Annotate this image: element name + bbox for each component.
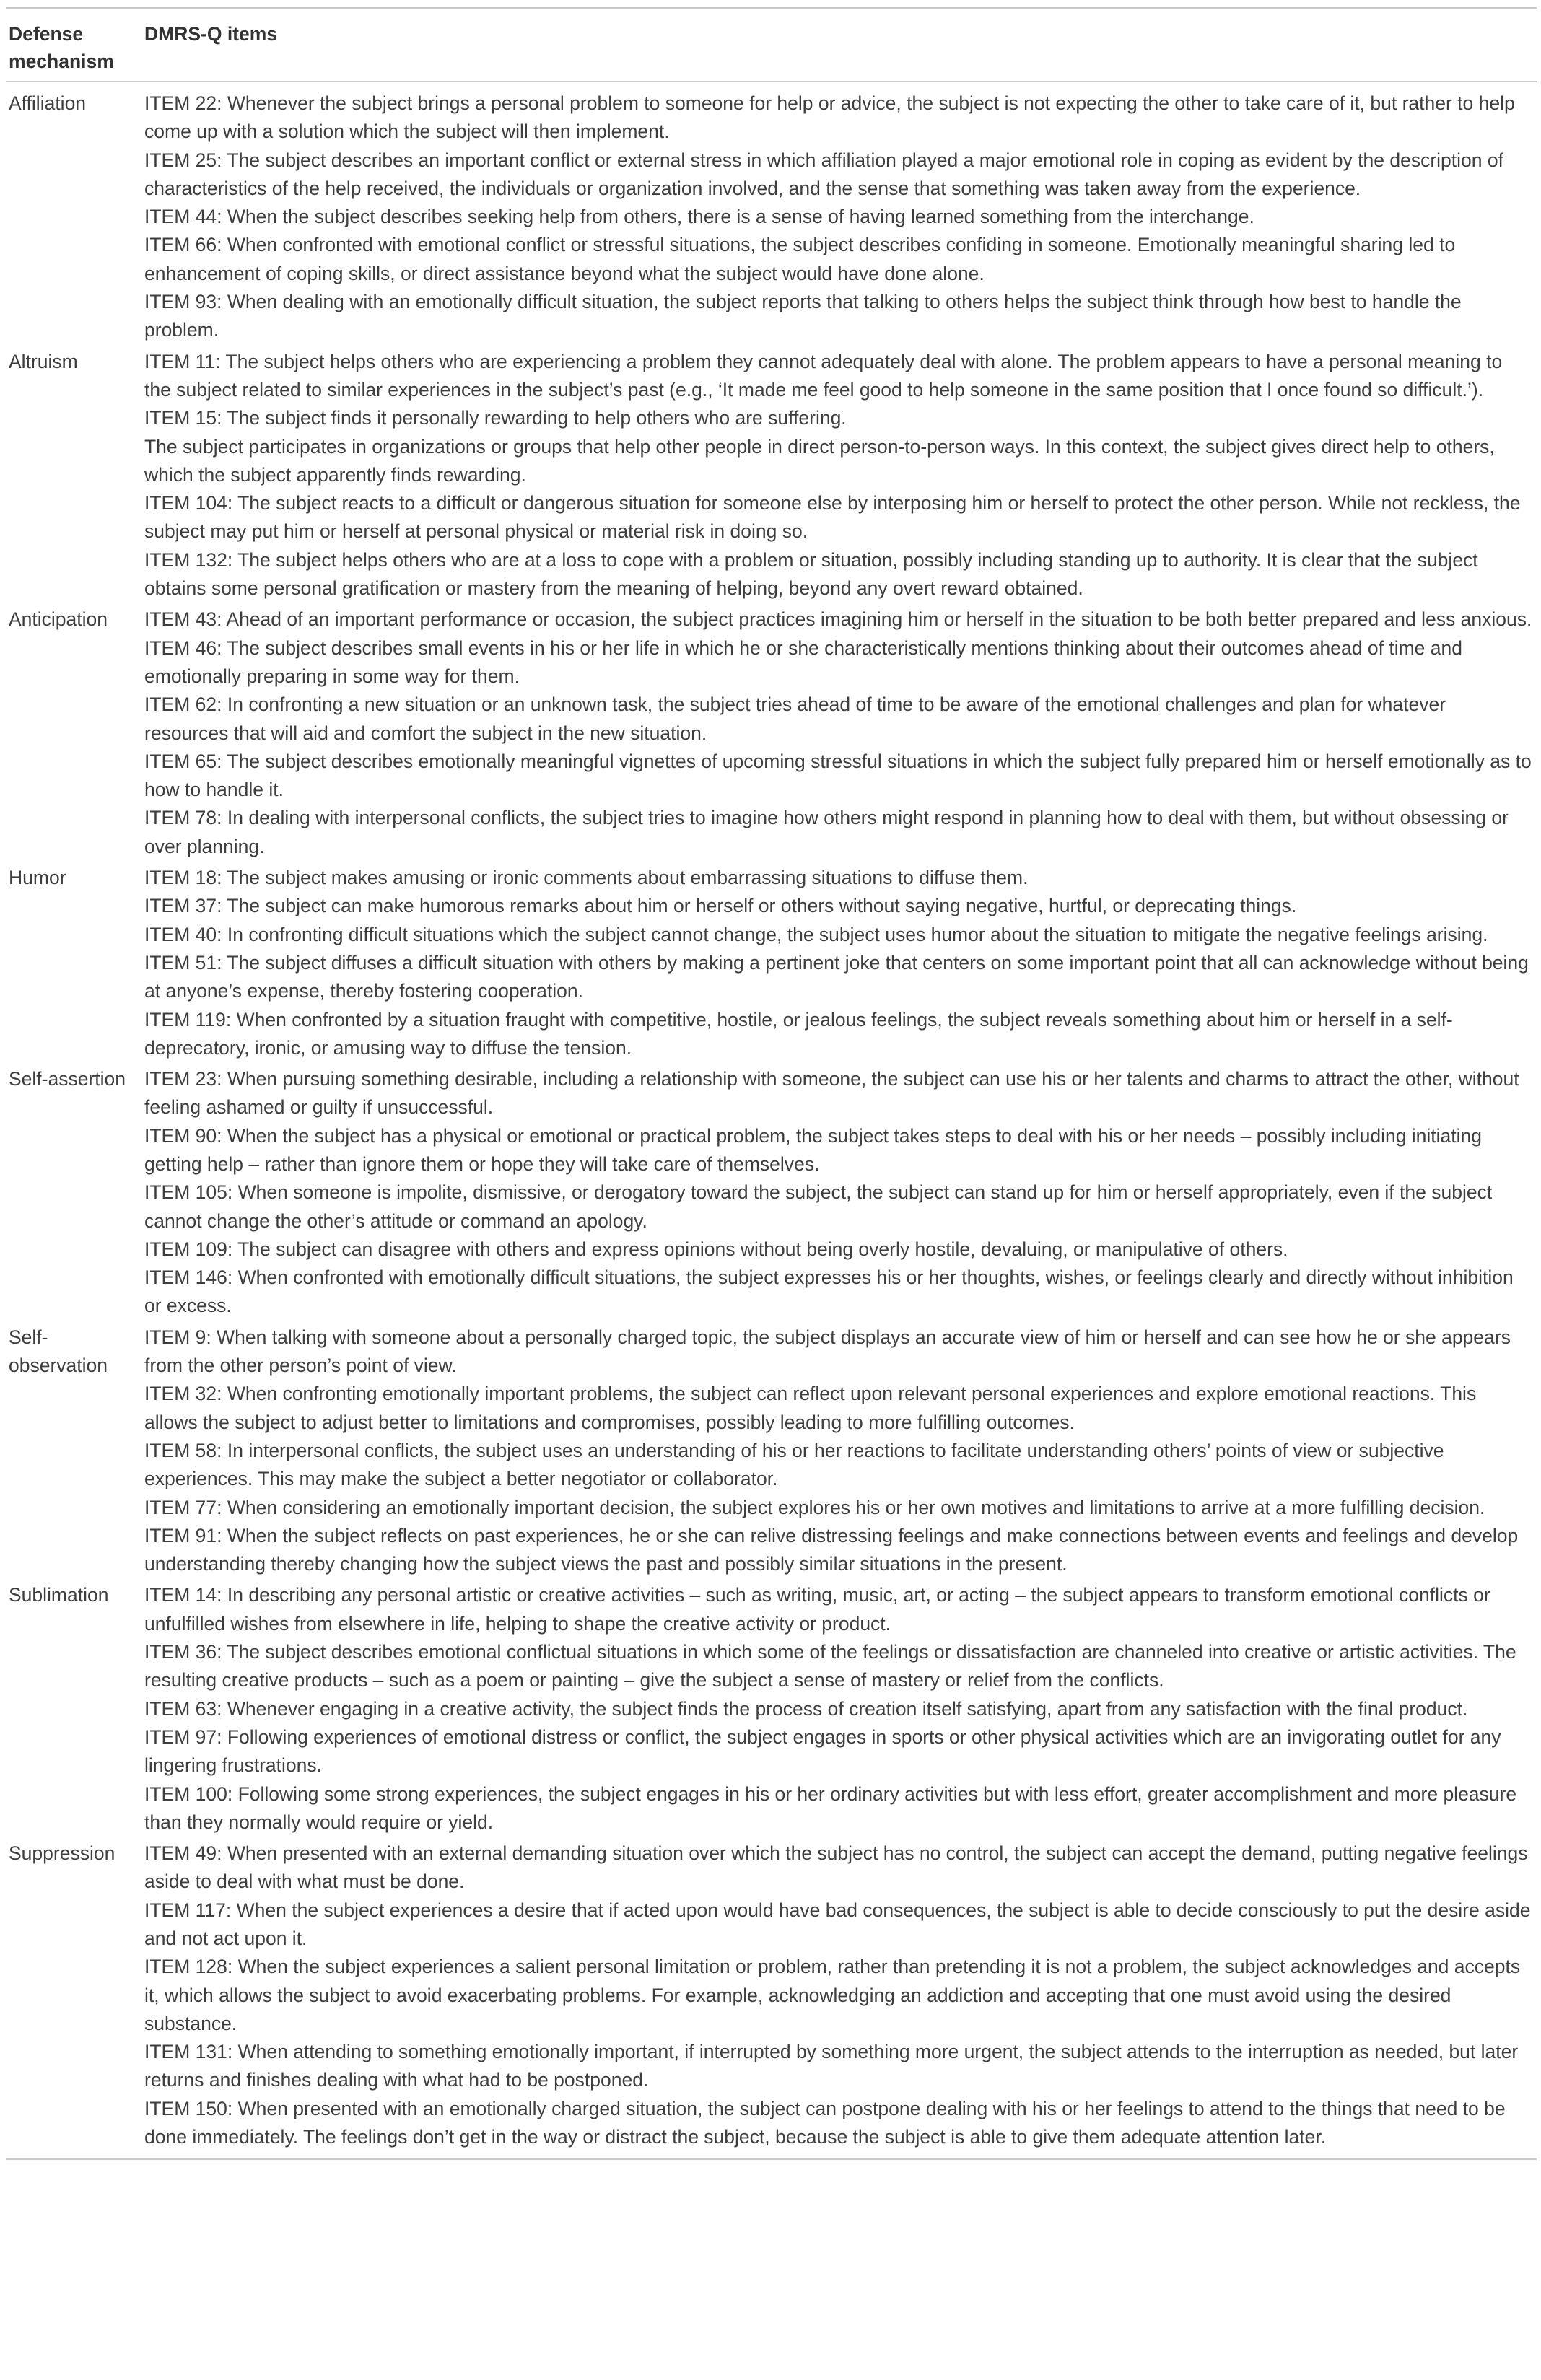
item-text: ITEM 90: When the subject has a physical or emotional or practical problem, the subject takes steps to deal with his or her needs – possibly including initiating getting help – rather than ignore them or hope they will take care of themselves. (144, 1124, 1483, 1175)
item-text: ITEM 23: When pursuing something desirable, including a relationship with someone, the subject can use his or her talents and charms to attract the other, without feeling ashamed or guilty if unsuccessful. (144, 1068, 1519, 1119)
item-text: ITEM 66: When confronted with emotional conflict or stressful situations, the subject describes confiding in someone. Emotionally meaningful sharing led to enhancement of coping skills, or direct assistance beyond what the subject would have done alone. (144, 234, 1456, 284)
item-text: ITEM 77: When considering an emotionally important decision, the subject explores his or her own motives and limitations to arrive at a more fulfilling decision. (144, 1496, 1485, 1518)
item-text: ITEM 58: In interpersonal conflicts, the subject uses an understanding of his or her reactions to facilitate understanding others’ points of view or subjective experiences. This may make the subject a better negotiator or collaborator. (144, 1439, 1444, 1490)
item-text: ITEM 9: When talking with someone about a personally charged topic, the subject displays an accurate view of him or herself and can see how he or she appears from the other person’s point of view. (144, 1326, 1511, 1377)
item-text: ITEM 146: When confronted with emotionally difficult situations, the subject expresses his or her thoughts, wishes, or feelings clearly and directly without inhibition or excess. (144, 1266, 1514, 1317)
item-text: ITEM 109: The subject can disagree with others and express opinions without being overly hostile, devaluing, or manipulative of others. (144, 1238, 1288, 1260)
item-text: ITEM 49: When presented with an external demanding situation over which the subject has no control, the subject can accept the demand, putting negative feelings aside to deal with what must be done. (144, 1842, 1528, 1893)
item-text: ITEM 131: When attending to something emotionally important, if interrupted by something more urgent, the subject attends to the interruption as needed, but later returns and finishes dealing with what had to be postponed. (144, 2041, 1519, 2091)
table-row-humor (6, 861, 1537, 1062)
item-text: ITEM 40: In confronting difficult situations which the subject cannot change, the subject uses humor about the situation to mitigate the negative feelings arising. (144, 923, 1488, 945)
items-cell (141, 1062, 1537, 1321)
item-text: ITEM 65: The subject describes emotionally meaningful vignettes of upcoming stressful situations in which the subject fully prepared him or herself emotionally as to how to handle it. (144, 750, 1532, 801)
item-text: ITEM 104: The subject reacts to a difficult or dangerous situation for someone else by interposing him or herself to protect the other person. While not reckless, the subject may put him or herself at personal physical or material risk in doing so. (144, 492, 1521, 543)
item-text: ITEM 100: Following some strong experiences, the subject engages in his or her ordinary activities but with less effort, greater accomplishment and more pleasure than they normally would require or yield. (144, 1782, 1517, 1833)
item-text: ITEM 105: When someone is impolite, dismissive, or derogatory toward the subject, the subject can stand up for him or herself appropriately, even if the subject cannot change the other’s attitude or command an apology. (144, 1181, 1493, 1232)
table-row-self-assertion (6, 1062, 1537, 1321)
items-cell (141, 345, 1537, 603)
table-row-suppression (6, 1837, 1537, 2159)
items-cell (141, 1578, 1537, 1837)
item-text: ITEM 22: Whenever the subject brings a personal problem to someone for help or advice, the subject is not expecting the other to take care of it, but rather to help come up with a solution which the subject will then implement. (144, 92, 1515, 143)
items-cell (141, 861, 1537, 1062)
item-text: ITEM 43: Ahead of an important performance or occasion, the subject practices imagining him or herself in the situation to be both better prepared and less anxious. (144, 608, 1532, 631)
mechanism-cell: Humor (9, 867, 66, 889)
mechanism-cell: Affiliation (9, 92, 87, 114)
item-text: ITEM 93: When dealing with an emotionally difficult situation, the subject reports that talking to others helps the subject think through how best to handle the problem. (144, 291, 1462, 341)
item-text: ITEM 51: The subject diffuses a difficult situation with others by making a pertinent joke that centers on some important point that all can acknowledge without being at anyone’s expense, thereby fostering cooperation. (144, 951, 1529, 1002)
items-cell (141, 82, 1537, 345)
table-row-sublimation (6, 1578, 1537, 1837)
item-text: ITEM 25: The subject describes an important conflict or external stress in which affiliation played a major emotional role in coping as evident by the description of characteristics of the help received, the individuals or organization involved, and the sense that something was taken away from the experience. (144, 149, 1503, 199)
table-row-affiliation (6, 82, 1537, 345)
item-text: The subject participates in organizations or groups that help other people in direct person-to-person ways. In this context, the subject gives direct help to others, which the subject apparently finds rewarding. (144, 435, 1495, 486)
table-row-self-observation (6, 1321, 1537, 1579)
item-text: ITEM 97: Following experiences of emotional distress or conflict, the subject engages in sports or other physical activities which are an invigorating outlet for any lingering frustrations. (144, 1725, 1501, 1777)
item-text: ITEM 91: When the subject reflects on past experiences, he or she can relive distressing feelings and make connections between events and feelings and develop understanding thereby changing how the subject views the past and possibly similar situations in the present. (144, 1524, 1519, 1575)
item-text: ITEM 15: The subject finds it personally rewarding to help others who are suffering. (144, 407, 847, 429)
item-text: ITEM 62: In confronting a new situation or an unknown task, the subject tries ahead of time to be aware of the emotional challenges and plan for whatever resources that will aid and comfort the subject in the new situation. (144, 694, 1446, 744)
item-text: ITEM 37: The subject can make humorous remarks about him or herself or others without saying negative, hurtful, or deprecating things. (144, 895, 1297, 917)
table-row-anticipation (6, 603, 1537, 861)
item-text: ITEM 32: When confronting emotionally important problems, the subject can reflect upon relevant personal experiences and explore emotional reactions. This allows the subject to adjust better to limitations and compromises, possibly leading to more fulfilling outcomes. (144, 1383, 1477, 1433)
mechanism-cell: Suppression (6, 1837, 141, 2159)
item-text: ITEM 44: When the subject describes seeking help from others, there is a sense of having learned something from the interchange. (144, 206, 1254, 228)
header-dmrs-q-items: DMRS-Q items (141, 8, 1537, 82)
mechanism-cell: Altruism (9, 350, 78, 372)
table-header (6, 8, 1537, 82)
item-text: ITEM 117: When the subject experiences a desire that if acted upon would have bad consequences, the subject is able to decide consciously to put the desire aside and not act upon it. (144, 1899, 1531, 1949)
item-text: ITEM 14: In describing any personal artistic or creative activities – such as writing, music, art, or acting – the subject appears to transform emotional conflicts or unfulfilled wishes from elsewhere in life, helping to shape the creative activity or product. (144, 1584, 1490, 1635)
item-text: ITEM 150: When presented with an emotionally charged situation, the subject can postpone dealing with his or her feelings to attend to the things that need to be done immediately. The feelings don’t get in the way or distract the subject, because the subject is able to give them adequate attention later. (144, 2097, 1506, 2148)
item-text: ITEM 18: The subject makes amusing or ironic comments about embarrassing situations to diffuse them. (144, 867, 1029, 889)
header-defense-mechanism: Defense mechanism (6, 8, 141, 82)
item-text: ITEM 63: Whenever engaging in a creative activity, the subject finds the process of creation itself satisfying, apart from any satisfaction with the final product. (144, 1697, 1468, 1720)
item-text: ITEM 46: The subject describes small events in his or her life in which he or she characteristically mentions thinking about their outcomes ahead of time and emotionally preparing in some way for them. (144, 636, 1462, 687)
items-cell (141, 603, 1537, 861)
items-cell (141, 1321, 1537, 1579)
item-text: ITEM 119: When confronted by a situation fraught with competitive, hostile, or jealous feelings, the subject reveals something about him or herself in a self-deprecatory, ironic, or amusing way to diffuse the tension. (144, 1008, 1453, 1059)
item-text: ITEM 128: When the subject experiences a salient personal limitation or problem, rather than pretending it is not a problem, the subject acknowledges and accepts it, which allows the subject to avoid exacerbating problems. For example, acknowledging an addiction and accepting that one must avoid using the desired substance. (144, 1956, 1521, 2034)
item-text: ITEM 11: The subject helps others who are experiencing a problem they cannot adequately deal with alone. The problem appears to have a personal meaning to the subject related to similar experiences in the subject’s past (e.g., ‘It made me feel good to help someone in the same position that I once found so difficult.’). (144, 350, 1503, 401)
dmrs-q-table (6, 7, 1537, 2160)
item-text: ITEM 78: In dealing with interpersonal conflicts, the subject tries to imagine how others might respond in planning how to deal with them, but without obsessing or over planning. (144, 807, 1509, 857)
items-cell (141, 1837, 1537, 2159)
table-row-altruism (6, 345, 1537, 603)
mechanism-cell: Anticipation (9, 608, 108, 631)
item-text: ITEM 132: The subject helps others who are at a loss to cope with a problem or situation, possibly including standing up to authority. It is clear that the subject obtains some personal gratification or mastery from the meaning of helping, beyond any overt reward obtained. (144, 548, 1478, 600)
document-page (6, 0, 1537, 2160)
table-body (6, 82, 1537, 2159)
mechanism-cell: Self-assertion (9, 1068, 126, 1090)
mechanism-cell: Sublimation (9, 1584, 109, 1606)
item-text: ITEM 36: The subject describes emotional conflictual situations in which some of the feelings or dissatisfaction are channeled into creative or artistic activities. The resulting creative products – such as a poem or painting – give the subject a sense of mastery or relief from the conflicts. (144, 1641, 1516, 1692)
mechanism-cell: Self-observation (9, 1326, 108, 1377)
